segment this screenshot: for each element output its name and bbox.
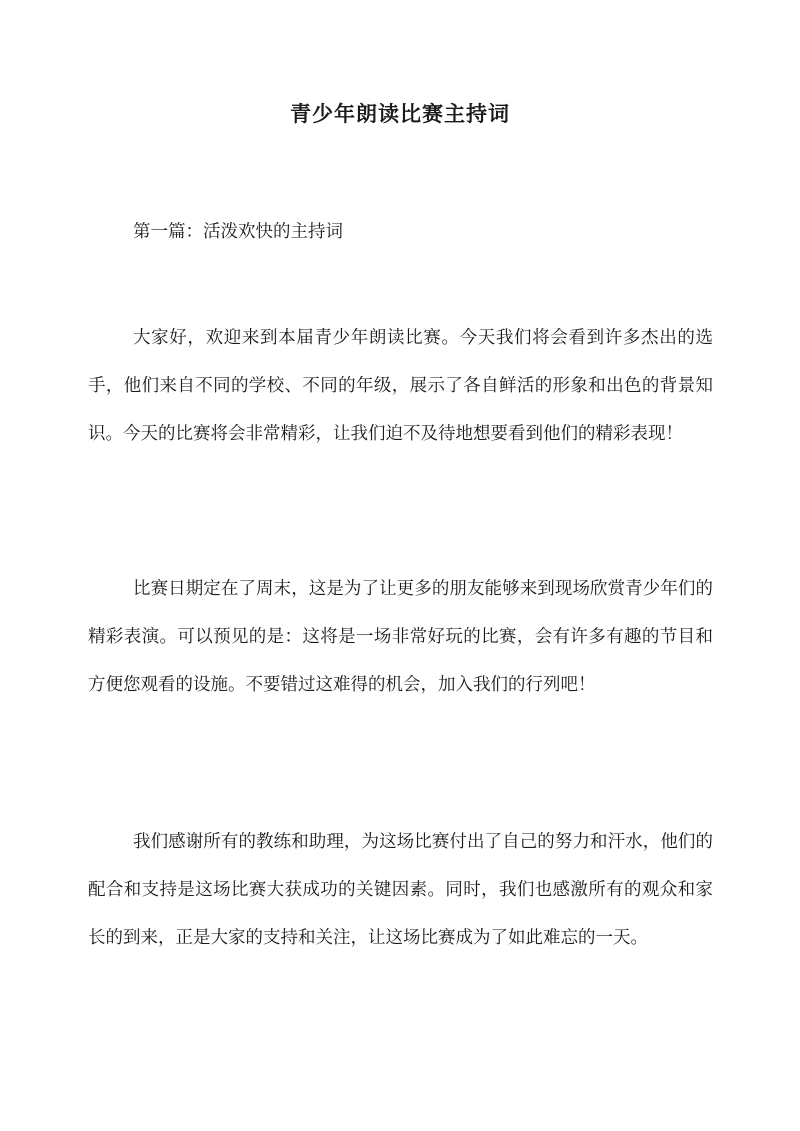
paragraph-welcome: 大家好，欢迎来到本届青少年朗读比赛。今天我们将会看到许多杰出的选手，他们来自不同的学校、不同的年级，展示了各自鲜活的形象和出色的背景知识。今天的比赛将会非常精彩，让我们迫不及待地想要看到他们的精彩表现！ bbox=[88, 328, 713, 444]
paragraph-schedule: 比赛日期定在了周末，这是为了让更多的朋友能够来到现场欣赏青少年们的精彩表演。可以预见的是：这将是一场非常好玩的比赛，会有许多有趣的节目和方便您观看的设施。不要错过这难得的机会，加入我们的行列吧！ bbox=[88, 579, 713, 695]
paragraph-thanks: 我们感谢所有的教练和助理，为这场比赛付出了自己的努力和汗水，他们的配合和支持是这场比赛大获成功的关键因素。同时，我们也感激所有的观众和家长的到来，正是大家的支持和关注，让这场比赛成为了如此难忘的一天。 bbox=[88, 832, 713, 948]
section-heading: 第一篇：活泼欢快的主持词 bbox=[133, 222, 343, 242]
page-title: 青少年朗读比赛主持词 bbox=[290, 101, 510, 126]
